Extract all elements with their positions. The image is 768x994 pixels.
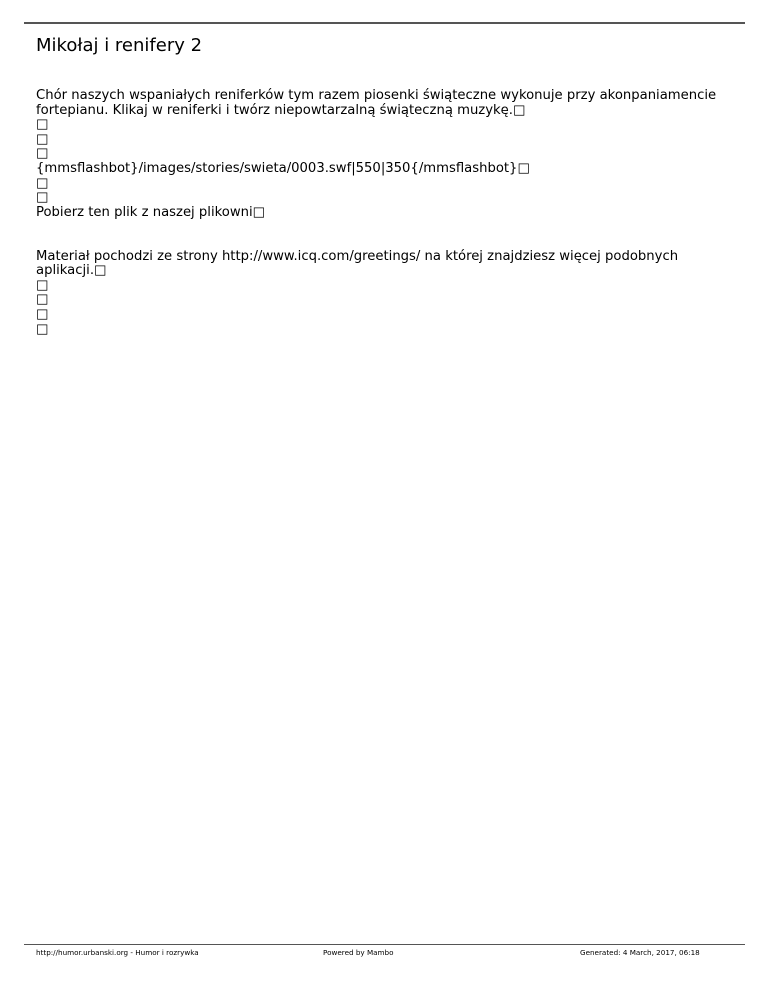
source-text: Materiał pochodzi ze strony http://www.icq.com/greetings/ na której znajdziesz więcej podobnych [36, 248, 679, 264]
placeholder-glyph-line: □ [36, 190, 49, 206]
footer-powered-by: Powered by Mambo [323, 948, 394, 957]
placeholder-glyph-line: □ [36, 321, 49, 337]
header-divider [24, 22, 745, 24]
body-line: fortepianu. Klikaj w reniferki i twórz niepowtarzalną świąteczną muzykę.□ [36, 102, 526, 118]
placeholder-glyph-line: □ [36, 117, 49, 133]
paragraph-gap [36, 235, 736, 250]
placeholder-glyph-line: □ [36, 277, 49, 293]
footer-site-link: http://humor.urbanski.org - Humor i rozrywka [36, 948, 199, 957]
page-title: Mikołaj i renifery 2 [36, 35, 203, 56]
footer-divider [24, 944, 745, 945]
download-text: Pobierz ten plik z naszej plikowni□ [36, 204, 266, 220]
placeholder-glyph-line: □ [36, 292, 49, 308]
article-body [36, 89, 736, 337]
paragraph-gap [36, 220, 736, 235]
source-text-continued: aplikacji.□ [36, 263, 107, 279]
body-line: Chór naszych wspaniałych reniferków tym razem piosenki świąteczne wykonuje przy akonpaniamencie [36, 88, 717, 103]
placeholder-glyph-line: □ [36, 175, 49, 191]
flash-embed-code: {mmsflashbot}/images/stories/swieta/0003.swf|550|350{/mmsflashbot}□ [36, 160, 530, 176]
footer-generated-date: Generated: 4 March, 2017, 06:18 [580, 948, 700, 957]
placeholder-glyph-line: □ [36, 306, 49, 322]
placeholder-glyph-line: □ [36, 146, 49, 162]
placeholder-glyph-line: □ [36, 131, 49, 147]
